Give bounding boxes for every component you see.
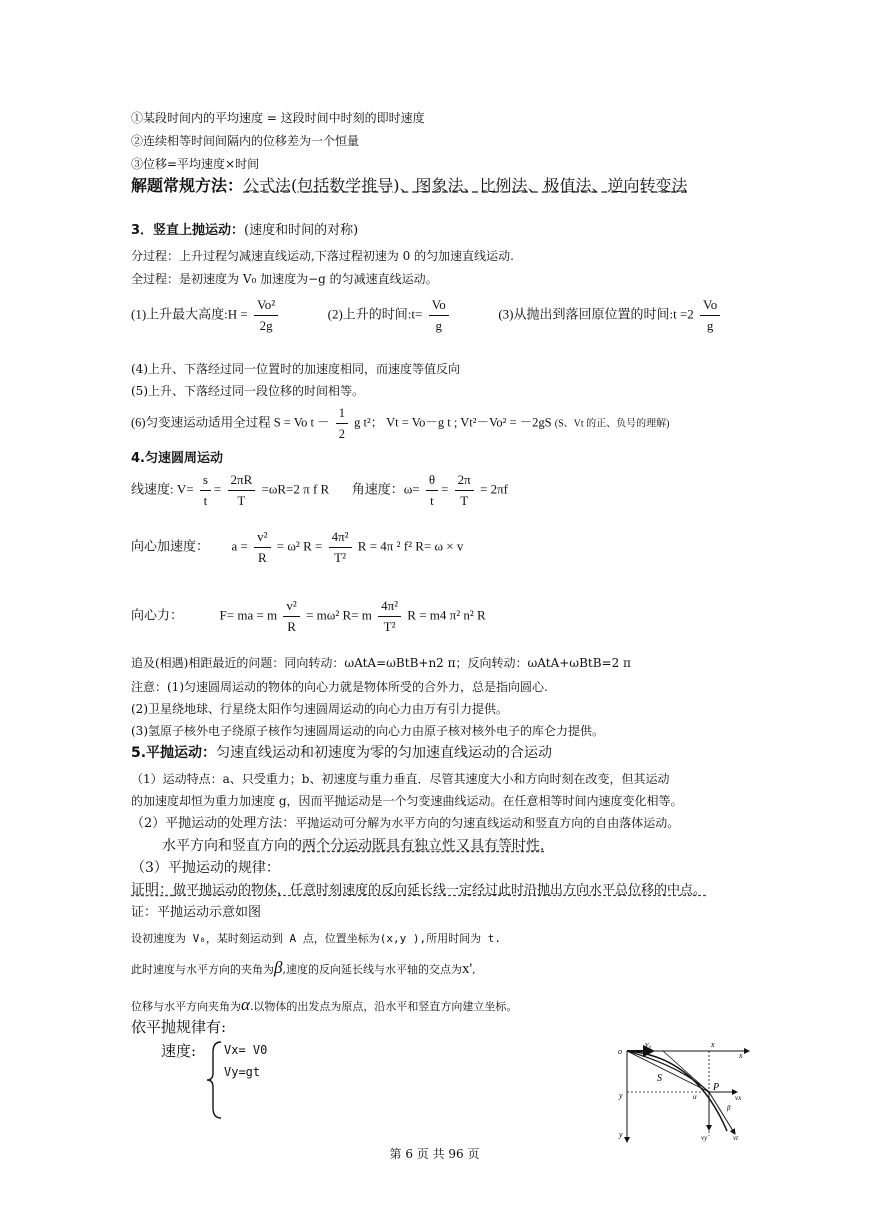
formula-row-linear: 线速度: V= $\frac{s}{t}$ = $\frac{2\pi R}{T}$ =ωR=2 π f R 角速度：ω= $\frac{\theta}{t}$ = $\frac{2\pi}{T}$ = 2πf [131,470,508,511]
section-5-title: 5.平抛运动： [131,745,217,761]
formula-label: (2)上升的时间:t= [327,306,423,322]
text-span: 两个分运动既具有独立性又具有等时性. [302,838,545,854]
fraction-part: T² [334,550,346,565]
fraction [254,527,270,568]
text-span: β [274,958,283,977]
fraction [283,596,299,637]
fraction [228,470,256,511]
projectile-diagram [615,1036,755,1148]
text-line: ③位移=平均速度×时间 [131,157,260,171]
fraction-part: 1 [336,403,348,424]
formula-text: = mω² R= m [306,607,372,623]
formula-text: F= ma = m [219,607,278,623]
text-span: 证明： [131,882,173,898]
text-line [131,960,476,978]
formula-text: a = [231,538,248,554]
fraction-part: t [430,493,434,508]
formula-text: = ω² R = [276,538,323,554]
text-line: 注意：(1)匀速圆周运动的物体的向心力就是物体所受的合外力，总是指向圆心. [131,680,548,694]
fraction-part: 2g [259,318,273,333]
formula-text: (6)匀变速运动适用全过程 S = Vo t － [131,415,330,430]
fraction-part: s [200,470,211,491]
label-beta: β [727,1104,731,1112]
velocity-x: Vx= V0 [224,1043,268,1057]
diagram-labels [618,1040,743,1142]
fraction-part: 4π² [378,596,401,617]
text-span: 此时速度与水平方向的夹角为 [131,963,274,976]
text-span: 水平方向和竖直方向的 [162,838,302,854]
fraction-part: 4π² [329,527,352,548]
vt-arrow [709,1092,735,1134]
fraction-part: R [257,550,267,565]
fraction [426,470,438,511]
fraction-part: g [435,318,442,333]
fraction-part: T [460,493,469,508]
section-5-text: 匀速直线运动和初速度为零的匀加速直线运动的合运动 [216,745,553,761]
formula-row-accel [131,527,463,568]
page-footer: 第 6 页 共 96 页 [389,1147,480,1161]
velocity-y: Vy=gt [224,1065,261,1079]
text-span: α [241,995,250,1014]
formula-row-2 [131,403,669,444]
fraction-part: v² [254,527,270,548]
fraction-part: 2 [338,427,345,441]
fraction [429,295,449,336]
fraction [200,470,211,511]
fraction-part: Vo² [254,295,278,316]
methods-text: 公式法(包括数学推导)、图象法、比例法、极值法、逆向转变法 [243,176,688,195]
fraction-part: 2πR [228,470,256,491]
label-y-axis: y [619,1130,623,1139]
formula-label: 角速度：ω= [351,481,420,497]
formula-label: (1)上升最大高度:H = [131,306,248,322]
proof-line [131,881,706,900]
fraction-part: v² [283,596,299,617]
label-v0: v₀ [645,1040,652,1049]
text-line: 依平抛规律有: [131,1018,227,1036]
label-o: o [618,1047,622,1056]
section-3-subtitle: (速度和时间的对称) [244,223,359,238]
fraction [378,596,401,637]
text-span: 位移与水平方向夹角为 [131,1000,241,1013]
formula-row-force [131,596,486,637]
text-line [131,997,517,1015]
fraction-part: 2π [455,470,474,491]
section-3-title: 3．竖直上抛运动： [131,223,245,238]
text-line: （1）运动特点：a、只受重力；b、初速度与重力垂直．尽管其速度大小和方向时刻在改变，但其运动 [131,772,670,786]
fraction-part: t [203,493,208,508]
label-vt: vt [733,1134,739,1142]
fraction-part: T² [383,619,396,634]
text-line: (3)氢原子核外电子绕原子核作匀速圆周运动的向心力由原子核对核外电子的库仑力提供。 [131,724,605,738]
text-line: 证：平抛运动示意如图 [131,905,262,920]
text-span: 平抛运动可分解为水平方向的匀速直线运动和竖直方向的自由落体运动。 [295,816,680,830]
label-vx: vx [735,1094,742,1102]
text-span: 做平抛运动的物体，任意时刻速度的反向延长线一定经过此时沿抛出方向水平总位移的中点。 [173,883,707,898]
label-vy: vy [701,1134,708,1142]
label-s: S [657,1073,662,1084]
text-line: （3）平抛运动的规律： [131,860,280,876]
text-line [131,815,679,832]
label-x-top: x [711,1040,715,1049]
text-line: ①某段时间内的平均速度 = 这段时间中时刻的即时速度 [131,111,425,125]
text-line: 分过程：上升过程匀减速直线运动,下落过程初速为 0 的匀加速直线运动. [131,249,514,263]
text-span: x' [461,961,473,977]
label-y: y [619,1091,623,1100]
label-alpha: α [693,1093,697,1101]
fraction-part: g [706,318,714,333]
text-line [162,837,544,855]
speed-label: 速度: [161,1042,197,1060]
formula-text: R = 4π ² f² R= ω × v [357,538,464,554]
tangent-back [663,1051,709,1092]
formula-text: g t²； Vt = Vo－g t ; Vt²－Vo² = －2gS [354,415,552,430]
formula-label: 线速度: V= [131,481,194,497]
text-span: .以物体的出发点为原点，沿水平和竖直方向建立坐标。 [249,1000,518,1013]
fraction-part: T [237,493,246,508]
text-line: (2)卫星绕地球、行星绕太阳作匀速圆周运动的向心力由万有引力提供。 [131,702,509,716]
formula-text: =ωR=2 π f R [261,481,330,497]
section-3-heading [131,223,358,239]
text-line: 全过程：是初速度为 V₀ 加速度为−g 的匀减速直线运动。 [131,272,438,286]
section-4-title: 4.匀速圆周运动 [131,451,223,466]
text-line: 设初速度为 V₀，某时刻运动到 A 点，位置坐标为(x,y ),所用时间为 t. [131,932,501,945]
label-p: P [713,1082,720,1093]
fraction [455,470,474,511]
formula-row-1 [131,295,723,336]
fraction [700,295,720,336]
displacement-line [627,1051,709,1092]
methods-label: 解题常规方法： [131,176,244,195]
formula-label: 向心加速度： [131,538,210,554]
text-line: (5)上升、下落经过同一段位移的时间相等。 [131,384,364,398]
text-span: , [472,963,476,976]
text-line: ②连续相等时间间隔内的位移差为一个恒量 [131,134,360,148]
formula-note: (S、Vt 的正、负号的理解) [554,418,670,430]
formula-text: = 2πf [480,481,508,497]
fraction [336,403,348,444]
section-5-heading [131,744,552,762]
text-line: 的加速度却恒为重力加速度 g，因而平抛运动是一个匀变速曲线运动。在任意相等时间内速度变化相等。 [131,794,683,808]
text-line: (4)上升、下落经过同一位置时的加速度相同，而速度等值反向 [131,362,461,376]
methods-line [131,176,688,196]
fraction-part: R [287,619,296,634]
fraction-part: θ [426,470,438,491]
fraction [329,527,352,568]
text-span: ,速度的反向延长线与水平轴的交点为 [282,963,462,976]
formula-label: (3)从抛出到落回原位置的时间:t =2 [498,306,694,322]
fraction [254,295,278,336]
formula-label: 向心力： [131,607,184,623]
left-brace [205,1040,225,1120]
formula-text: R = m4 π² n² R [407,607,486,623]
fraction-part: Vo [429,295,449,316]
label-x-axis: x [739,1051,743,1060]
fraction-part: Vo [700,295,720,316]
text-span: （2）平抛运动的处理方法： [131,816,296,831]
text-line: 追及(相遇)相距最近的问题：同向转动：ωAtA=ωBtB+n2 π；反向转动：ωAtA+ωBtB=2 π [131,656,631,670]
